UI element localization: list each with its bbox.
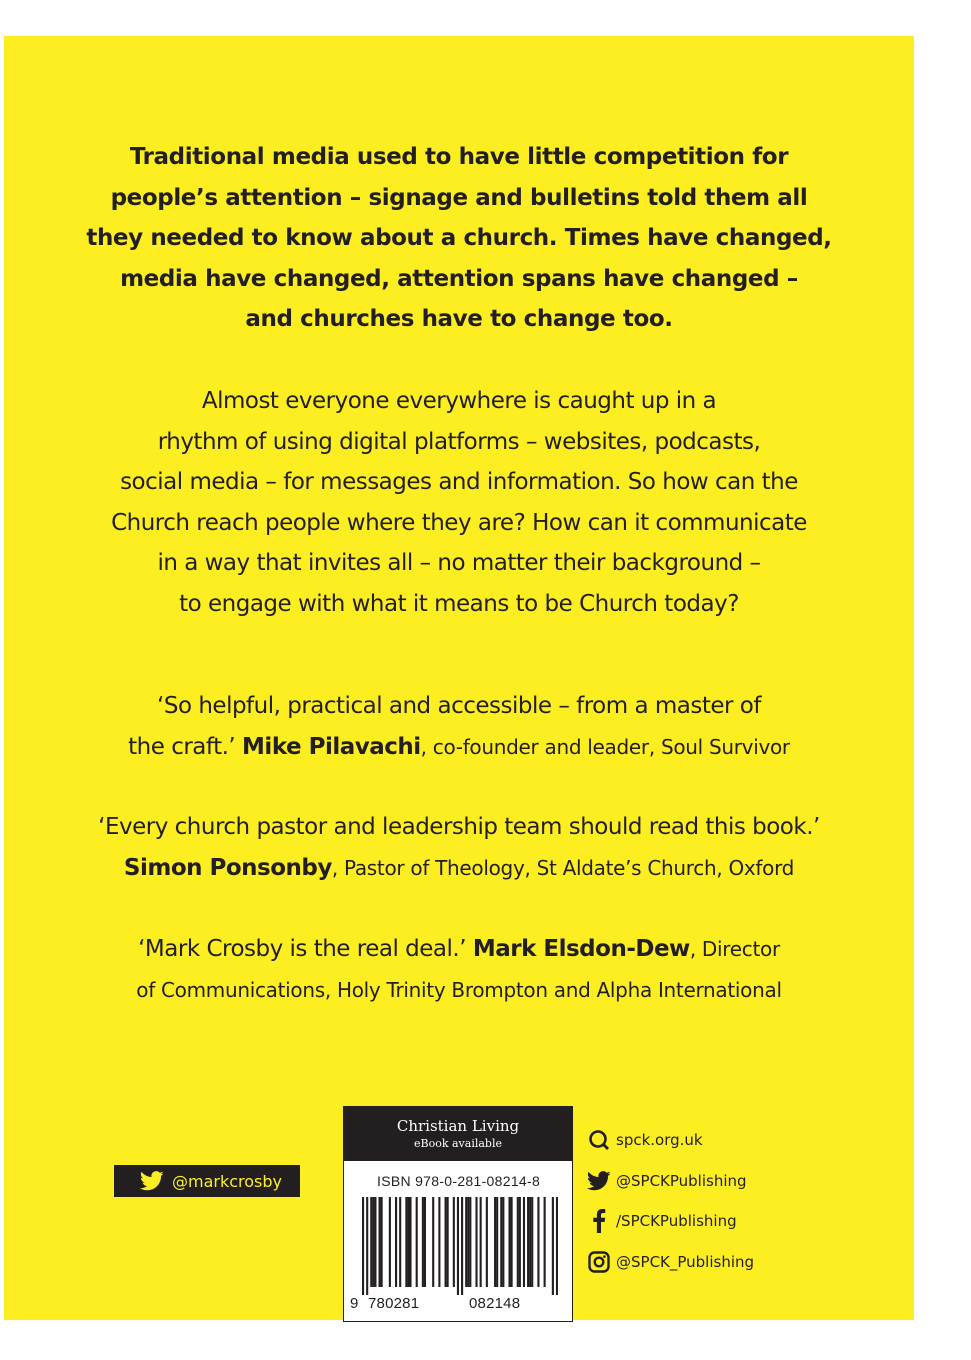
barcode-bar xyxy=(374,1197,376,1287)
barcode-digits-left: 780281 xyxy=(368,1295,420,1312)
barcode-bar xyxy=(438,1197,440,1287)
instagram-icon xyxy=(586,1250,612,1274)
quote-affiliation: , Director xyxy=(689,937,780,961)
description-line: rhythm of using digital platforms – websites, podcasts, xyxy=(157,428,761,455)
quote-line xyxy=(4,929,914,970)
barcode-bar xyxy=(461,1197,463,1295)
endorsement-1 xyxy=(4,686,914,767)
blurb-line: they needed to know about a church. Times have changed, xyxy=(86,225,832,251)
social-link-text: @SPCK_Publishing xyxy=(616,1252,755,1271)
barcode-bar xyxy=(486,1197,488,1287)
social-link-instagram[interactable] xyxy=(586,1242,754,1283)
quote-affiliation: , Pastor of Theology, St Aldate’s Church, Oxford xyxy=(331,855,795,880)
author-twitter-handle: @markcrosby xyxy=(172,1171,283,1191)
blurb xyxy=(4,137,914,340)
barcode-bar xyxy=(366,1197,368,1295)
social-link-facebook[interactable] xyxy=(586,1201,754,1242)
endorsement-2 xyxy=(4,807,914,888)
barcode-bar xyxy=(508,1197,510,1287)
barcode-bar xyxy=(529,1197,531,1287)
barcode-bar xyxy=(494,1197,496,1287)
barcode-bar xyxy=(409,1197,411,1287)
barcode-bar xyxy=(395,1197,397,1287)
twitter-icon xyxy=(586,1169,612,1193)
author-twitter-badge[interactable] xyxy=(114,1165,300,1197)
barcode-panel xyxy=(343,1106,573,1322)
quote-author: Simon Ponsonby xyxy=(123,854,332,881)
quote-affiliation: , co-founder and leader, Soul Survivor xyxy=(420,734,790,759)
barcode-bar xyxy=(537,1197,539,1287)
barcode-bar xyxy=(405,1197,407,1287)
publisher-links xyxy=(586,1120,754,1282)
quote-affiliation: of Communications, Holy Trinity Brompton and Alpha International xyxy=(136,977,782,1002)
barcode-bar xyxy=(480,1197,482,1287)
category-label: Christian Living xyxy=(396,1117,520,1135)
barcode-bar xyxy=(552,1197,554,1295)
barcode-bar xyxy=(465,1197,467,1287)
barcode-bar xyxy=(432,1197,434,1287)
blurb-line: people’s attention – signage and bulletins told them all xyxy=(110,184,808,211)
description-line: Almost everyone everywhere is caught up in a xyxy=(201,388,717,414)
barcode-bar xyxy=(467,1197,469,1287)
barcode-bar xyxy=(475,1197,477,1287)
blurb-line: and churches have to change too. xyxy=(245,306,673,332)
endorsement-3 xyxy=(4,929,914,1010)
barcode-bar xyxy=(496,1197,498,1287)
barcode-bar xyxy=(370,1197,372,1287)
quote-text: ‘So helpful, practical and accessible – from a master of xyxy=(157,693,761,719)
quote-text: ‘Mark Crosby is the real deal.’ xyxy=(138,936,467,962)
description-line: to engage with what it means to be Church today? xyxy=(179,590,739,617)
barcode-bar xyxy=(502,1197,504,1287)
barcode-digits-right: 082148 xyxy=(469,1295,521,1312)
barcode-bar xyxy=(381,1197,383,1287)
barcode-bar xyxy=(556,1197,558,1295)
quote-author: Mike Pilavachi xyxy=(242,733,421,760)
blurb-line: Traditional media used to have little competition for xyxy=(129,144,789,170)
quote-line xyxy=(4,848,914,889)
twitter-icon xyxy=(140,1171,164,1191)
social-link-text: @SPCKPublishing xyxy=(616,1171,747,1190)
social-link-text: /SPCKPublishing xyxy=(616,1212,737,1231)
barcode-bar xyxy=(517,1197,519,1287)
category-banner xyxy=(344,1107,572,1161)
blurb-line: media have changed, attention spans have changed – xyxy=(120,265,798,292)
barcode-bar xyxy=(445,1197,447,1287)
search-icon xyxy=(586,1128,612,1152)
social-link-text: spck.org.uk xyxy=(616,1131,703,1150)
barcode-bar xyxy=(416,1197,418,1287)
barcode-bar xyxy=(500,1197,502,1287)
back-cover xyxy=(4,36,914,1320)
barcode-bar xyxy=(457,1197,459,1295)
barcode-bar xyxy=(399,1197,401,1287)
description-line: in a way that invites all – no matter their background – xyxy=(157,550,761,576)
social-link-website[interactable] xyxy=(586,1120,754,1161)
barcode-bar xyxy=(372,1197,374,1287)
barcode-bar xyxy=(523,1197,525,1287)
barcode-bar xyxy=(407,1197,409,1287)
facebook-icon xyxy=(586,1209,612,1233)
isbn-text: ISBN 978-0-281-08214-8 xyxy=(377,1173,541,1189)
barcode-bar xyxy=(422,1197,424,1287)
barcode-bar xyxy=(389,1197,391,1287)
quote-text: ‘Every church pastor and leadership team should read this book.’ xyxy=(98,814,820,840)
ebook-note: eBook available xyxy=(414,1137,502,1150)
barcode xyxy=(362,1197,558,1295)
barcode-bar xyxy=(531,1197,533,1287)
social-link-twitter[interactable] xyxy=(586,1161,754,1202)
barcode-bar xyxy=(424,1197,426,1287)
quote-author: Mark Elsdon-Dew xyxy=(472,936,690,962)
quote-line xyxy=(4,727,914,768)
barcode-bar xyxy=(519,1197,521,1287)
quote-text: the craft.’ xyxy=(128,733,236,760)
barcode-digit-lead: 9 xyxy=(350,1295,359,1312)
description-line: social media – for messages and information. So how can the xyxy=(120,469,798,495)
barcode-bar xyxy=(511,1197,513,1287)
barcode-bar xyxy=(447,1197,449,1287)
barcode-bar xyxy=(453,1197,455,1287)
barcode-bar xyxy=(362,1197,364,1295)
barcode-bar xyxy=(469,1197,471,1287)
description-line: Church reach people where they are? How can it communicate xyxy=(111,509,807,536)
barcode-bar xyxy=(544,1197,546,1287)
barcode-bar xyxy=(527,1197,529,1287)
barcode-bar xyxy=(379,1197,381,1287)
description xyxy=(4,381,914,624)
